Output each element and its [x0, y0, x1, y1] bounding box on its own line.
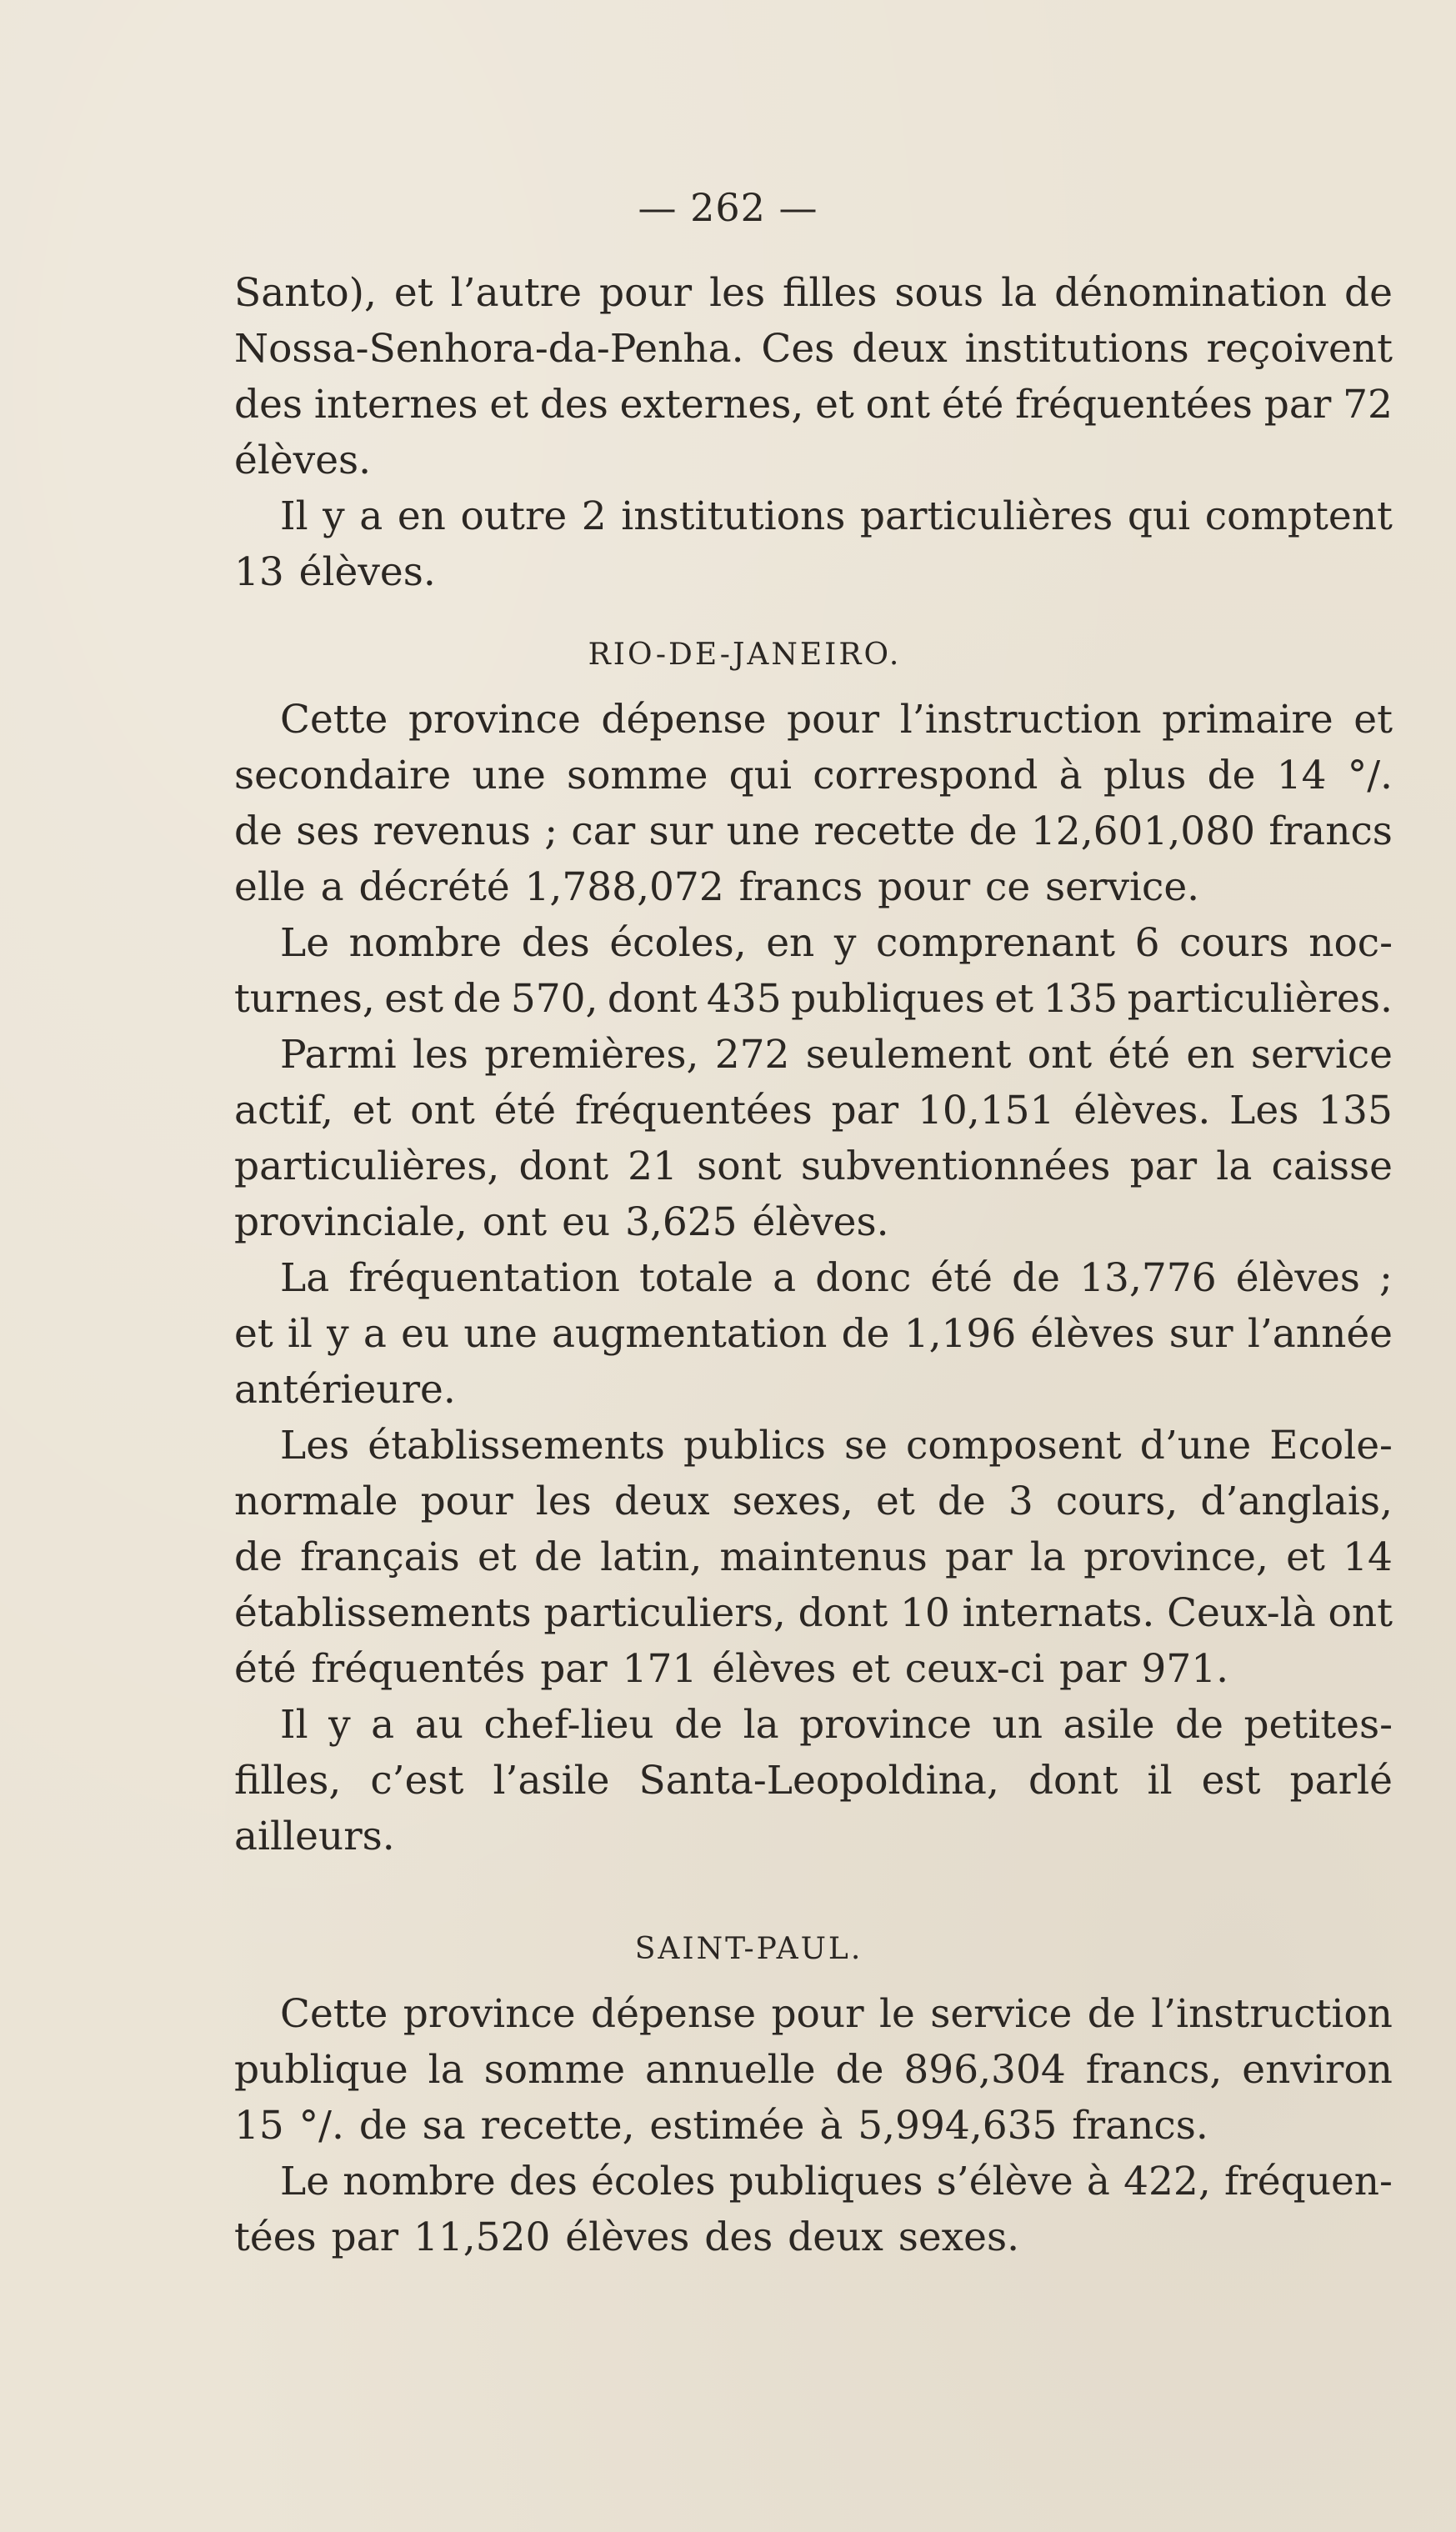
- text-line: tées par 11,520 élèves des deux sexes.: [234, 2214, 1020, 2260]
- text-line: Le nombre des écoles, en y comprenant 6 cours noc-: [280, 920, 1393, 966]
- text-line: 13 élèves.: [234, 549, 436, 595]
- text-line: actif, et ont été fréquentées par 10,151 élèves. Les 135: [234, 1088, 1393, 1133]
- text-line: filles, c’est l’asile Santa-Leopoldina, dont il est parlé: [234, 1758, 1393, 1804]
- text-line: 15 °/. de sa recette, estimée à 5,994,635 francs.: [234, 2103, 1208, 2149]
- text-line: et il y a eu une augmentation de 1,196 élèves sur l’année: [234, 1311, 1393, 1357]
- text-line: de ses revenus ; car sur une recette de 12,601,080 francs: [234, 808, 1393, 854]
- text-line: publique la somme annuelle de 896,304 francs, environ: [234, 2047, 1393, 2093]
- text-line: été fréquentés par 171 élèves et ceux-ci par 971.: [234, 1646, 1229, 1692]
- section-heading-saint-paul: SAINT-PAUL.: [634, 1932, 863, 1966]
- text-line: des internes et des externes, et ont été fréquentées par 72: [234, 382, 1393, 428]
- text-line: elle a décrété 1,788,072 francs pour ce service.: [234, 864, 1200, 910]
- text-line: Nossa-Senhora-da-Penha. Ces deux institutions reçoivent: [234, 326, 1393, 372]
- text-line: Il y a au chef-lieu de la province un asile de petites-: [280, 1702, 1393, 1748]
- paragraph-saint-paul: [234, 1986, 1393, 2265]
- text-line: Le nombre des écoles publiques s’élève à 422, fréquen-: [280, 2159, 1393, 2204]
- text-line: Cette province dépense pour le service de l’instruction: [280, 1991, 1393, 2037]
- text-line: secondaire une somme qui correspond à plus de 14 °/.: [234, 753, 1393, 798]
- text-line: normale pour les deux sexes, et de 3 cours, d’anglais,: [234, 1479, 1393, 1524]
- text-line: La fréquentation totale a donc été de 13,776 élèves ;: [280, 1255, 1393, 1301]
- section-heading-rio: RIO-DE-JANEIRO.: [588, 638, 902, 672]
- text-line: particulières, dont 21 sont subventionnées par la caisse: [234, 1143, 1393, 1189]
- text-line: établissements particuliers, dont 10 internats. Ceux-là ont: [234, 1590, 1393, 1636]
- text-line: provinciale, ont eu 3,625 élèves.: [234, 1199, 889, 1245]
- text-line: Les établissements publics se composent d’une Ecole-: [280, 1423, 1393, 1469]
- text-line: antérieure.: [234, 1367, 456, 1413]
- text-line: Cette province dépense pour l’instruction primaire et: [280, 697, 1393, 743]
- page-number: — 262 —: [638, 185, 818, 230]
- text-line: ailleurs.: [234, 1814, 395, 1859]
- paragraph-rio: [234, 692, 1393, 1864]
- text-line: Il y a en outre 2 institutions particulières qui comptent: [280, 493, 1393, 539]
- text-line: Santo), et l’autre pour les filles sous la dénomination de: [234, 270, 1393, 316]
- text-line: de français et de latin, maintenus par la province, et 14: [234, 1534, 1393, 1580]
- paragraph-intro: [234, 265, 1393, 600]
- text-line: élèves.: [234, 438, 372, 483]
- text-line: Parmi les premières, 272 seulement ont été en service: [280, 1032, 1393, 1078]
- text-line: turnes, est de 570, dont 435 publiques et 135 particulières.: [234, 976, 1393, 1022]
